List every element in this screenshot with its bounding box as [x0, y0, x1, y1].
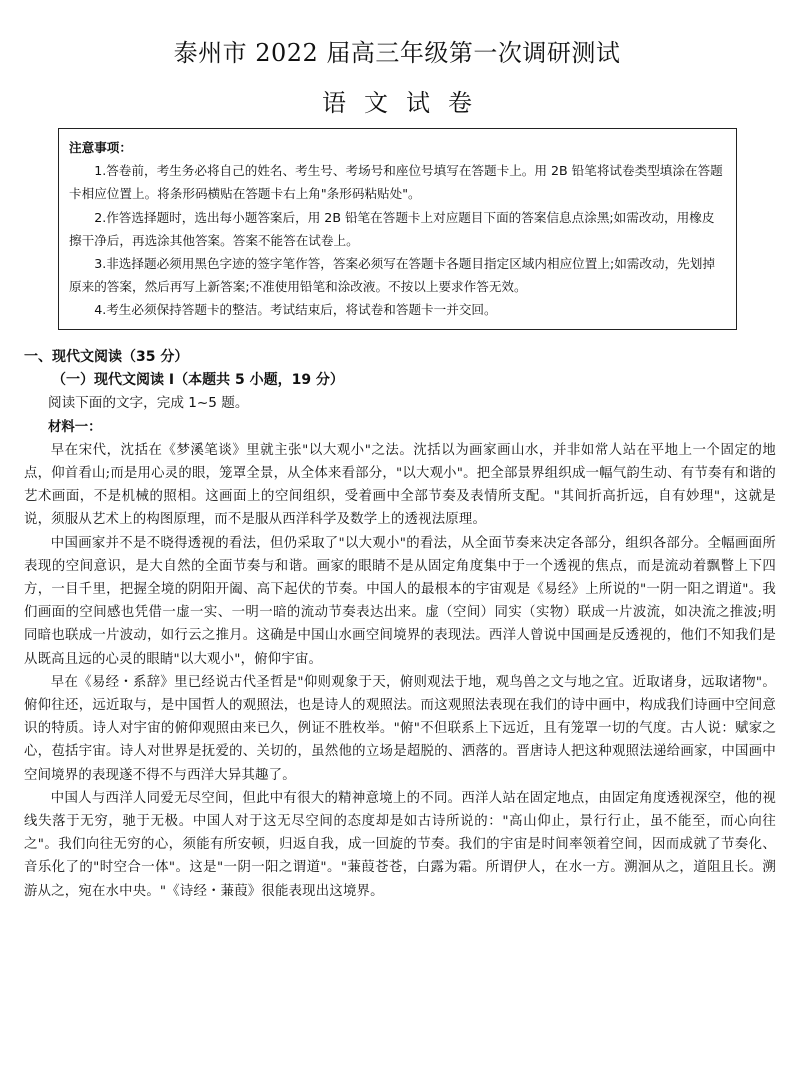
section-instruction: 阅读下面的文字，完成 1~5 题。: [48, 395, 249, 412]
notice-item: 2.作答选择题时，选出每小题答案后，用 2B 铅笔在答题卡上对应题目下面的答案信息点涂黑;如需改动，用橡皮擦干净后，再选涂其他答案。答案不能答在试卷上。: [69, 209, 715, 248]
material-label: 材料一：: [48, 418, 102, 435]
notice-item: 3.非选择题必须用黑色字迹的签字笔作答，答案必须写在答题卡各题目指定区域内相应位置上;如需改动，先划掉原来的答案，然后再写上新答案;不准使用铅笔和涂改液。不按以上要求作答无效。: [69, 256, 715, 295]
exam-subtitle: 语文试卷: [322, 89, 490, 117]
body-paragraph: 早在宋代，沈括在《梦溪笔谈》里就主张"以大观小"之法。沈括以为画家画山水，并非如常人站在平地上一个固定的地点，仰首看山;而是用心灵的眼，笼罩全景，从全体来看部分，"以大观小"。把全部景界组织成一幅气韵生动、有节奏有和谐的艺术画面，不是机械的照相。这画面上的空间组织，受着画中全部节奏及表情所支配。"其间折高折远，自有妙理"，这就是说，须服从艺术上的构图原理，而不是服从西洋科学及数学上的透视法原理。: [24, 442, 776, 528]
notice-item: 1.答卷前，考生务必将自己的姓名、考生号、考场号和座位号填写在答题卡上。用 2B 铅笔将试卷类型填涂在答题卡相应位置上。将条形码横贴在答题卡右上角"条形码粘贴处"。: [69, 163, 723, 202]
body-paragraph: 中国画家并不是不晓得透视的看法，但仍采取了"以大观小"的看法，从全面节奏来决定各部分，组织各部分。全幅画面所表现的空间意识，是大自然的全面节奏与和谐。画家的眼睛不是从固定角度集中于一个透视的焦点，而是流动着飘瞥上下四方，一目千里，把握全境的阴阳开阖、高下起伏的节奏。中国人的最根本的宇宙观是《易经》上所说的"一阴一阳之谓道"。我们画面的空间感也凭借一虚一实、一明一暗的流动节奏表达出来。虚（空间）同实（实物）联成一片波流，如决流之推波;明同暗也联成一片波动，如行云之推月。这确是中国山水画空间境界的表现法。西洋人曾说中国画是反透视的，他们不知我们是从既高且远的心灵的眼睛"以大观小"，俯仰宇宙。: [24, 535, 776, 667]
section-subheading: （一）现代文阅读 I（本题共 5 小题，19 分）: [52, 372, 344, 389]
exam-title: 泰州市 2022 届高三年级第一次调研测试: [173, 39, 621, 67]
section-heading: 一、现代文阅读（35 分）: [24, 349, 189, 365]
reading-section: [24, 346, 776, 903]
body-paragraph: 早在《易经・系辞》里已经说古代圣哲是"仰则观象于天，俯则观法于地，观鸟兽之文与地之宜。近取诸身，远取诸物"。俯仰往还，远近取与，是中国哲人的观照法，也是诗人的观照法。而这观照法表现在我们的诗中画中，构成我们诗画中空间意识的特质。诗人对宇宙的俯仰观照由来已久，例证不胜枚举。"俯"不但联系上下远近，且有笼罩一切的气度。古人说：赋家之心，苞括宇宙。诗人对世界是抚爱的、关切的，虽然他的立场是超脱的、洒落的。晋唐诗人把这种观照法递给画家，中国画中空间境界的表现遂不得不与西洋大异其趣了。: [24, 674, 776, 783]
notice-item: 4.考生必须保持答题卡的整洁。考试结束后，将试卷和答题卡一并交回。: [94, 302, 497, 318]
notice-box: [58, 128, 737, 330]
notice-heading: 注意事项：: [69, 140, 132, 155]
body-paragraph: 中国人与西洋人同爱无尽空间，但此中有很大的精神意境上的不同。西洋人站在固定地点，由固定角度透视深空，他的视线失落于无穷，驰于无极。中国人对于这无尽空间的态度却是如古诗所说的："高山仰止，景行行止，虽不能至，而心向往之"。我们向往无穷的心，须能有所安顿，归返自我，成一回旋的节奏。我们的宇宙是时间率领着空间，因而成就了节奏化、音乐化了的"时空合一体"。这是"一阴一阳之谓道"。"蒹葭苍苍，白露为霜。所谓伊人，在水一方。溯洄从之，道阻且长。溯游从之，宛在水中央。"《诗经・蒹葭》很能表现出这境界。: [24, 790, 776, 899]
